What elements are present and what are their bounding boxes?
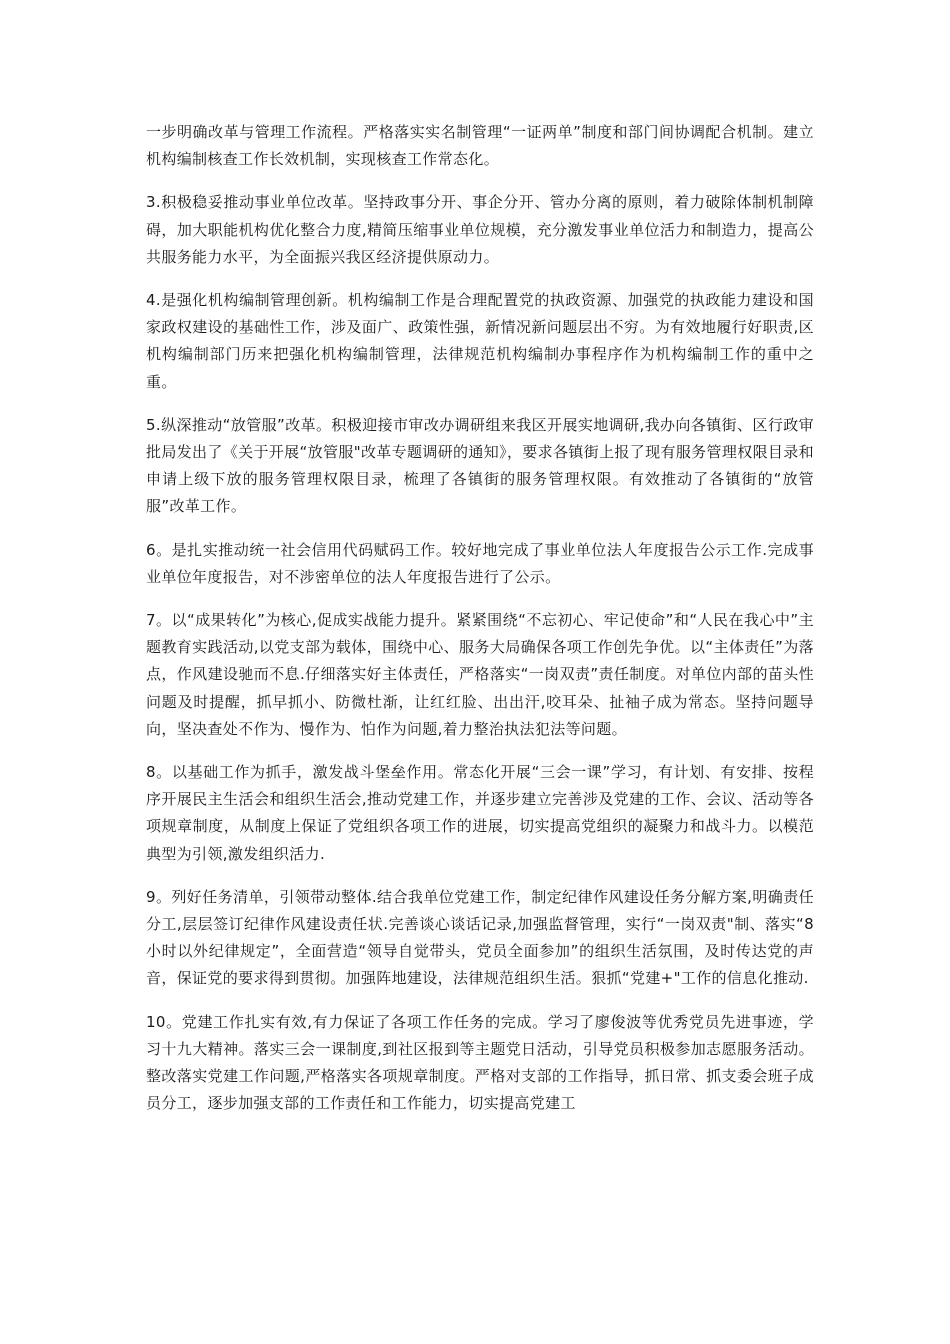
paragraph-continuation: 一步明确改革与管理工作流程。严格落实实名制管理“一证两单”制度和部门间协调配合机制。建立机构编制核查工作长效机制，实现核查工作常态化。	[146, 123, 814, 169]
paragraph-item-9: 9。列好任务清单，引领带动整体.结合我单位党建工作，制定纪律作风建设任务分解方案,明确责任分工,层层签订纪律作风建设责任状.完善谈心谈话记录,加强监督管理，实行“一岗双责"制、落实“8小时以外纪律规定”，全面营造“领导自觉带头，党员全面参加”的组织生活氛围，及时传达党的声音，保证党的要求得到贯彻。加强阵地建设，法律规范组织生活。狠抓“党建+"工作的信息化推动.	[146, 887, 814, 988]
paragraph-item-3: 3.积极稳妥推动事业单位改革。坚持政事分开、事企分开、管办分离的原则，着力破除体制机制障碍，加大职能机构优化整合力度,精简压缩事业单位规模，充分激发事业单位活力和制造力，提高公共服务能力水平，为全面振兴我区经济提供原动力。	[146, 193, 814, 266]
paragraph-item-7: 7。以“成果转化”为核心,促成实战能力提升。紧紧围绕“不忘初心、牢记使命”和“人民在我心中”主题教育实践活动,以党支部为载体，围绕中心、服务大局确保各项工作创先争优。以“主体责任”为落点，作风建设驰而不息.仔细落实好主体责任，严格落实“一岗双责”责任制度。对单位内部的苗头性问题及时提醒，抓早抓小、防微杜渐，让红红脸、出出汗,咬耳朵、扯袖子成为常态。坚持问题导向，坚决查处不作为、慢作为、怕作为问题,着力整治执法犯法等问题。	[146, 611, 814, 738]
paragraph-item-8: 8。以基础工作为抓手，激发战斗堡垒作用。常态化开展“三会一课”学习，有计划、有安排、按程序开展民主生活会和组织生活会,推动党建工作，并逐步建立完善涉及党建的工作、会议、活动等各项规章制度，从制度上保证了党组织各项工作的进展，切实提高党组织的凝聚力和战斗力。以模范典型为引领,激发组织活力.	[146, 763, 814, 863]
paragraph-item-10: 10。党建工作扎实有效,有力保证了各项工作任务的完成。学习了廖俊波等优秀党员先进事迹，学习十九大精神。落实三会一课制度,到社区报到等主题党日活动，引导党员积极参加志愿服务活动。整改落实党建工作问题,严格落实各项规章制度。严格对支部的工作指导，抓日常、抓支委会班子成员分工，逐步加强支部的工作责任和工作能力，切实提高党建工	[146, 1012, 814, 1113]
paragraph-item-5: 5.纵深推动“放管服”改革。积极迎接市审改办调研组来我区开展实地调研,我办向各镇街、区行政审批局发出了《关于开展“放管服"改革专题调研的通知》，要求各镇街上报了现有服务管理权限目录和申请上级下放的服务管理权限目录，梳理了各镇街的服务管理权限。有效推动了各镇街的“放管服”改革工作。	[146, 415, 814, 516]
paragraph-item-4: 4.是强化机构编制管理创新。机构编制工作是合理配置党的执政资源、加强党的执政能力建设和国家政权建设的基础性工作，涉及面广、政策性强，新情况新问题层出不穷。为有效地履行好职责,区机构编制部门历来把强化机构编制管理，法律规范机构编制办事程序作为机构编制工作的重中之重。	[146, 291, 814, 391]
document-body	[146, 119, 814, 1134]
paragraph-item-6: 6。是扎实推动统一社会信用代码赋码工作。较好地完成了事业单位法人年度报告公示工作.完成事业单位年度报告，对不涉密单位的法人年度报告进行了公示。	[146, 540, 814, 586]
